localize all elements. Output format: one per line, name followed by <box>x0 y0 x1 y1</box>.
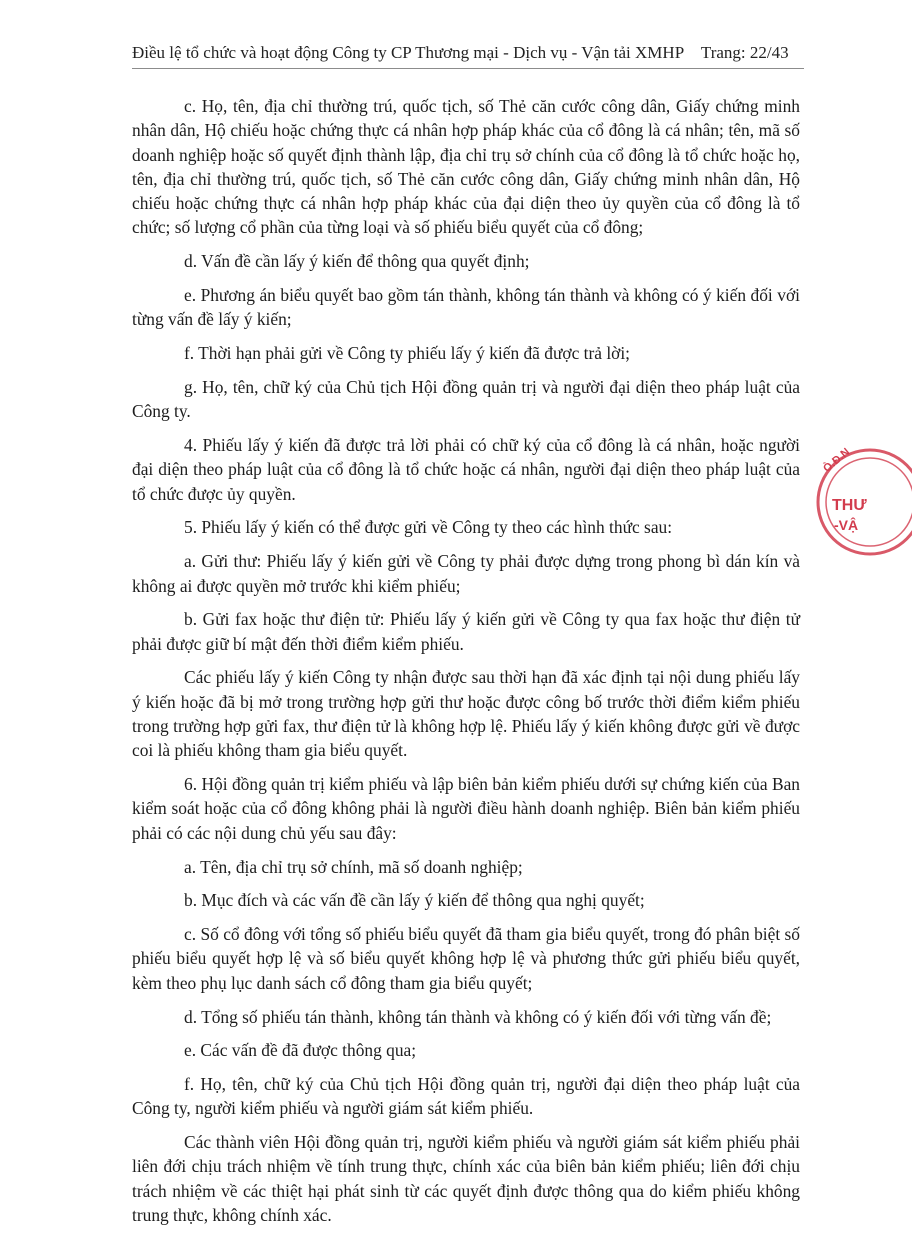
paragraph-item-g: g. Họ, tên, chữ ký của Chủ tịch Hội đồng quản trị và người đại diện theo pháp luật của Công ty. <box>132 376 800 422</box>
seal-center-text-2: -VẬ <box>834 517 859 533</box>
paragraph-item-f: f. Thời hạn phải gửi về Công ty phiếu lấy ý kiến đã được trả lời; <box>184 343 631 364</box>
company-seal-stamp <box>812 440 912 570</box>
paragraph-clause-6e: e. Các vấn đề đã được thông qua; <box>184 1040 417 1061</box>
paragraph-clause-4: 4. Phiếu lấy ý kiến đã được trả lời phải có chữ ký của cổ đông là cá nhân, hoặc người đại diện theo pháp luật của cổ đông là tổ chức hoặc cá nhân, người đại diện theo pháp luật của tổ chức được ủy quyền. <box>132 435 800 504</box>
seal-center-text: THƯ <box>832 497 867 514</box>
seal-rim-text: Ò.Đ.N <box>821 446 853 475</box>
paragraph-clause-5a: a. Gửi thư: Phiếu lấy ý kiến gửi về Công ty phải được dựng trong phong bì dán kín và không ai được quyền mở trước khi kiểm phiếu; <box>132 551 800 596</box>
paragraph-clause-6d: d. Tổng số phiếu tán thành, không tán thành và không có ý kiến đối với từng vấn đề; <box>184 1006 772 1027</box>
paragraph-item-c: c. Họ, tên, địa chỉ thường trú, quốc tịch, số Thẻ căn cước công dân, Giấy chứng minh nhân dân, Hộ chiếu hoặc chứng thực cá nhân hợp pháp khác của cổ đông là cá nhân; tên, mã số doanh nghiệp hoặc số quyết định thành lập, địa chỉ trụ sở chính của cổ đông là tổ chức hoặc họ, tên, địa chỉ thường trú, quốc tịch, số Thẻ căn cước công dân, Giấy chứng minh nhân dân, Hộ chiếu hoặc chứng thực cá nhân hợp pháp khác của đại diện theo ủy quyền của cổ đông là tổ chức; số lượng cổ phần của từng loại và số phiếu biểu quyết của cổ đông; <box>132 96 800 238</box>
paragraph-invalid-ballots: Các phiếu lấy ý kiến Công ty nhận được sau thời hạn đã xác định tại nội dung phiếu lấy ý kiến hoặc đã bị mở trong trường hợp gửi thư hoặc được công bố trước thời điểm kiểm phiếu trong trường hợp gửi fax, thư điện tử là không hợp lệ. Phiếu lấy ý kiến không được gửi về được coi là phiếu không tham gia biểu quyết. <box>132 667 800 761</box>
paragraph-clause-6c: c. Số cổ đông với tổng số phiếu biểu quyết đã tham gia biểu quyết, trong đó phân biệt số phiếu biểu quyết hợp lệ và số biểu quyết không hợp lệ và phương thức gửi phiếu biểu quyết, kèm theo phụ lục danh sách cổ đông tham gia biểu quyết; <box>132 924 800 993</box>
paragraph-liability: Các thành viên Hội đồng quản trị, người kiểm phiếu và người giám sát kiểm phiếu phải liên đới chịu trách nhiệm về tính trung thực, chính xác của biên bản kiểm phiếu; liên đới chịu trách nhiệm về các thiệt hại phát sinh từ các quyết định được thông qua do kiểm phiếu không trung thực, không chính xác. <box>132 1132 800 1226</box>
paragraph-item-d: d. Vấn đề cần lấy ý kiến để thông qua quyết định; <box>184 251 530 272</box>
seal-graphic <box>812 440 912 570</box>
document-title: Điều lệ tổ chức và hoạt động Công ty CP Thương mại - Dịch vụ - Vận tải XMHP <box>132 43 685 62</box>
paragraph-clause-6f: f. Họ, tên, chữ ký của Chủ tịch Hội đồng quản trị, người đại diện theo pháp luật của Công ty, người kiểm phiếu và người giám sát kiểm phiếu. <box>132 1074 800 1119</box>
paragraph-clause-5: 5. Phiếu lấy ý kiến có thể được gửi về Công ty theo các hình thức sau: <box>184 517 673 538</box>
page-number <box>688 43 788 62</box>
document-body <box>132 94 800 1237</box>
paragraph-clause-6b: b. Mục đích và các vấn đề cần lấy ý kiến để thông qua nghị quyết; <box>184 890 645 911</box>
page-number-text: Trang: 22/43 <box>700 43 789 62</box>
paragraph-clause-6a: a. Tên, địa chỉ trụ sở chính, mã số doanh nghiệp; <box>184 856 523 877</box>
paragraph-item-e: e. Phương án biểu quyết bao gồm tán thành, không tán thành và không có ý kiến đối với từng vấn đề lấy ý kiến; <box>132 285 800 330</box>
page-header <box>132 42 804 64</box>
header-divider <box>132 68 804 69</box>
paragraph-clause-5b: b. Gửi fax hoặc thư điện tử: Phiếu lấy ý kiến gửi về Công ty qua fax hoặc thư điện tử phải được giữ bí mật đến thời điểm kiểm phiếu. <box>132 609 800 654</box>
paragraph-clause-6: 6. Hội đồng quản trị kiểm phiếu và lập biên bản kiểm phiếu dưới sự chứng kiến của Ban kiểm soát hoặc của cổ đông không phải là người điều hành doanh nghiệp. Biên bản kiểm phiếu phải có các nội dung chủ yếu sau đây: <box>132 774 800 843</box>
